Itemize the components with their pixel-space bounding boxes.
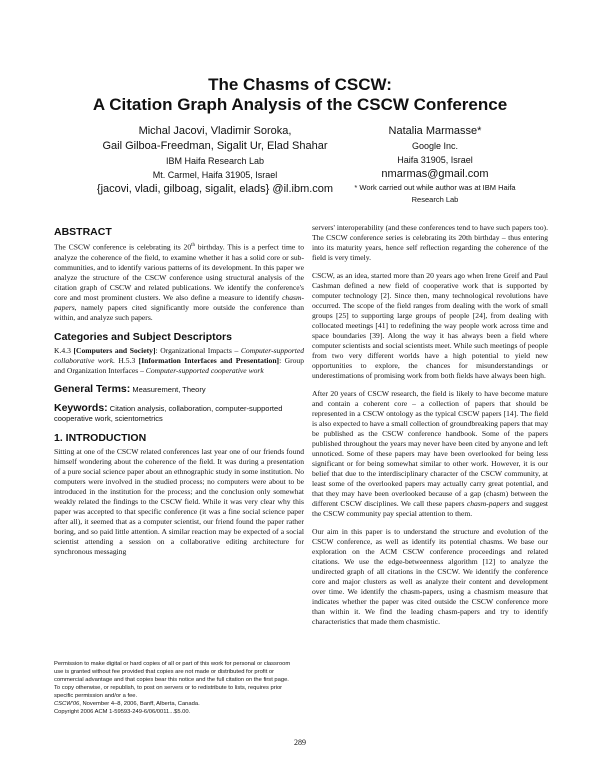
introduction-heading: 1. INTRODUCTION	[54, 431, 147, 444]
permission-notice	[54, 660, 294, 716]
authors-left-block	[60, 124, 370, 197]
author-affiliation-right: Google Inc.	[411, 141, 459, 151]
author-email-right: nmarmas@gmail.com	[381, 168, 489, 180]
permission-text: Permission to make digital or hard copies of all or part of this work for personal or classroom use is granted without fee provided that copies are not made or distributed for profit or commercial advantage and that copies bear this notice and the full citation on the first page. To copy otherwise, or republish, to post on servers or to redistribute to lists, requires prior specific permission and/or a fee.	[54, 661, 291, 699]
abstract-text: The CSCW conference is celebrating its 20th birthday. This is a perfect time to analyze the coherence of the field, to examine whether it has a solid core or sub-communities, and to identify various patterns of its development. In this paper we analyze the structure of the CSCW conference using structural analysis of the citation graph of CSCW and related publications. We identify the conference's core and most prominent clusters. We also define a measure to identify chasm-papers, namely papers cited significantly more outside the conference than within, and analyze such papers.	[54, 242, 304, 322]
venue-line: CSCW'06, November 4–8, 2006, Banff, Alberta, Canada.	[54, 701, 200, 707]
author-address-right: Haifa 31905, Israel	[397, 155, 473, 165]
right-paragraph-0: servers' interoperability (and these conferences tend to have such papers too). The CSCW conference series is celebrating its 20th birthday – thus entering into its maturity years, hence self reflection regarding the coherence of the field is very timely.	[312, 223, 548, 262]
copyright-line: Copyright 2006 ACM 1-59593-249-6/06/0011...$5.00.	[54, 709, 191, 715]
right-column	[312, 223, 548, 635]
right-paragraph-1: CSCW, as an idea, started more than 20 years ago when Irene Greif and Paul Cashman defined a new field of cooperative work that is supported by computer technology [2]. Since then, many technological revolutions have occurred. The scope of the field ranges from dealing with the work of small groups [25] to supporting large groups of people [24], from dealing with collocated meetings [41] to redefining the way people work across time and space boundaries [39]. Along the way it has always been a field where computer scientists and social scientists meet. While such meetings of people from two very different worlds have a high potential to yield new opportunities to explore, the chances for misunderstandings or underestimations of promising work from both fields have always been high.	[312, 271, 548, 380]
author-note-line-1: * Work carried out while author was at IBM Haifa	[354, 183, 516, 192]
abstract-heading: ABSTRACT	[54, 226, 112, 238]
authors-right-block	[330, 124, 540, 206]
right-paragraph-3: Our aim in this paper is to understand the structure and evolution of the CSCW conference, as well as identify its potential chasms. We base our exploration on the ACM CSCW conference proceedings and related citations. We use the edge-betweenness algorithm [12] to analyze the undirected graph of all citations in the CSCW. We identify the conference core and major clusters as well as analyze their content and development over time. We identify the chasm-papers, using a chasmism measure that indicates whether the paper was cited outside the CSCW conference more than within it. We find the leading chasm-papers and try to identify characteristics that made them chasmistic.	[312, 527, 548, 626]
page-number: 289	[294, 738, 306, 747]
general-terms: General Terms: Measurement, Theory	[54, 382, 206, 395]
paper-title-line-1: The Chasms of CSCW:	[208, 75, 392, 94]
author-email: {jacovi, vladi, gilboag, sigalit, elads} @il.ibm.com	[96, 183, 334, 195]
author-address: Mt. Carmel, Haifa 31905, Israel	[152, 170, 278, 180]
right-paragraph-2: After 20 years of CSCW research, the field is likely to have become mature and contain a coherent core – a collection of papers that should be represented in a CSCW ontology as the typical CSCW papers [14]. The field is also expected to have a small collection of groundbreaking papers that may be published as the CSCW conference handbook. Some of the papers published throughout the years may never have been cited by anyone and left unnoticed. Some of these papers may have been overlooked for being less significant or for being somewhat similar to other work. However, it is our belief that due to the interdisciplinary character of the CSCW community, at least some of the overlooked papers may actually carry great potential, and that they may have been overlooked because of a gap (chasm) between the different CSCW disciplines. We call these papers chasm-papers and suggest the CSCW community pay special attention to them.	[312, 389, 549, 518]
categories-text: K.4.3 [Computers and Society]: Organizational Impacts – Computer-supported collaborative work. H.5.3 [Information Interfaces and Presentation]: Group and Organization Interfaces – Computer-supported cooperative work	[54, 345, 304, 375]
keywords: Keywords: Citation analysis, collaboration, computer-supported cooperative work, scientometrics	[54, 401, 283, 423]
paper-title-line-2: A Citation Graph Analysis of the CSCW Conference	[92, 95, 508, 114]
introduction-paragraph-1: Sitting at one of the CSCW related conferences last year one of our friends found himself wondering about the coherence of the field. It was during a presentation of a pure social science paper about an ethnographic study in some institution. No computers were involved in the studied process; no computers were about to be introduced in the institution for the process; and the conclusion only somewhat weakly related the findings to the CSCW field. While it was very clear why this paper was accepted to that specific conference (it was a fine social science paper after all), it seemed that as a computer scientist, our friend found the paper rather boring, and so paid little attention. A similar reaction may be expected of a social scientist attending a session on a collaborative editing architecture for synchronous messaging	[54, 446, 304, 556]
author-names-2: Gail Gilboa-Freedman, Sigalit Ur, Elad Shahar	[102, 140, 328, 152]
left-column	[54, 226, 304, 565]
author-note-line-2: Research Lab	[411, 195, 459, 204]
categories-heading: Categories and Subject Descriptors	[54, 330, 232, 343]
author-names-1: Michal Jacovi, Vladimir Soroka,	[138, 125, 292, 137]
author-affiliation: IBM Haifa Research Lab	[165, 156, 265, 166]
author-name-right: Natalia Marmasse*	[388, 125, 482, 137]
